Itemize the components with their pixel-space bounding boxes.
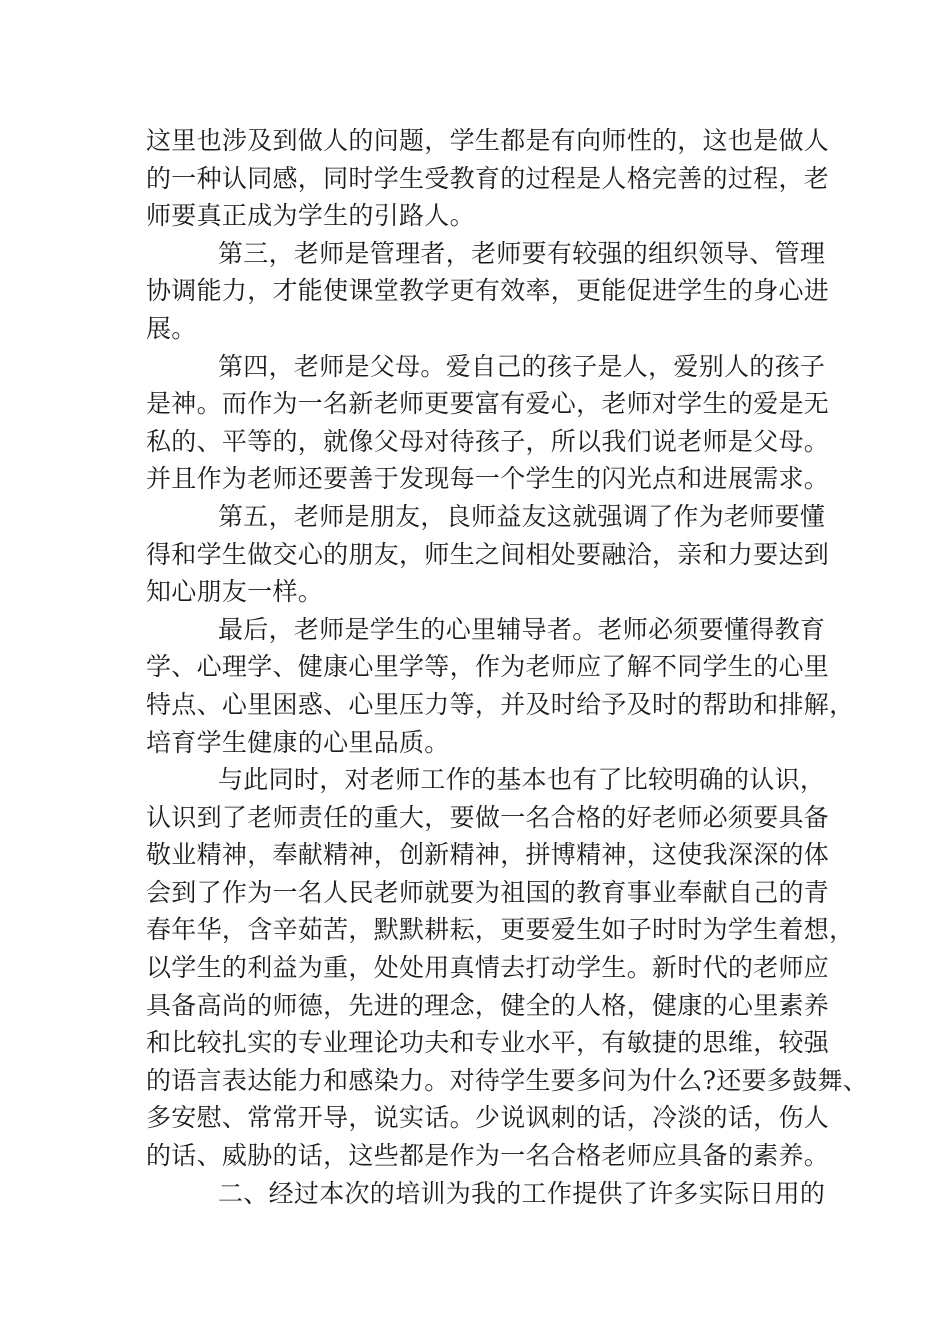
text-line: 特点、心里困惑、心里压力等，并及时给予及时的帮助和排解， — [146, 689, 855, 719]
text-line: 学、心理学、健康心里学等，作为老师应了解不同学生的心里 — [146, 652, 830, 682]
text-line: 的语言表达能力和感染力。对待学生要多问为什么?还要多鼓舞、 — [146, 1065, 869, 1095]
text-line: 以学生的利益为重，处处用真情去打动学生。新时代的老师应 — [146, 953, 830, 983]
text-line: 师要真正成为学生的引路人。 — [146, 201, 475, 231]
text-line: 敬业精神，奉献精神，创新精神，拼博精神，这使我深深的体 — [146, 840, 830, 870]
text-line: 这里也涉及到做人的问题，学生都是有向师性的，这也是做人 — [146, 126, 830, 155]
text-line: 得和学生做交心的朋友，师生之间相处要融洽，亲和力要达到 — [146, 539, 830, 569]
text-line: 认识到了老师责任的重大，要做一名合格的好老师必须要具备 — [146, 802, 830, 832]
text-line: 的一种认同感，同时学生受教育的过程是人格完善的过程，老 — [146, 163, 830, 193]
text-line: 的话、威胁的话，这些都是作为一名合格老师应具备的素养。 — [146, 1141, 830, 1171]
paragraph-first-line: 第三，老师是管理者，老师要有较强的组织领导、管理 — [218, 238, 826, 268]
text-line: 展。 — [146, 313, 197, 343]
paragraph-first-line: 与此同时，对老师工作的基本也有了比较明确的认识， — [218, 765, 826, 795]
text-line: 春年华，含辛茹苦，默默耕耘，更要爱生如子时时为学生着想， — [146, 915, 855, 945]
paragraph-first-line: 第五，老师是朋友，良师益友这就强调了作为老师要懂 — [218, 501, 826, 531]
text-line: 培育学生健康的心里品质。 — [146, 727, 450, 757]
text-line: 是神。而作为一名新老师更要富有爱心，老师对学生的爱是无 — [146, 389, 830, 419]
text-line: 多安慰、常常开导，说实话。少说讽刺的话，冷淡的话，伤人 — [146, 1103, 830, 1133]
text-line: 协调能力，才能使课堂教学更有效率，更能促进学生的身心进 — [146, 276, 830, 306]
text-line: 私的、平等的，就像父母对待孩子，所以我们说老师是父母。 — [146, 426, 830, 456]
text-line: 会到了作为一名人民老师就要为祖国的教育事业奉献自己的青 — [146, 877, 830, 907]
text-line: 具备高尚的师德，先进的理念，健全的人格，健康的心里素养 — [146, 990, 830, 1020]
text-line: 知心朋友一样。 — [146, 577, 324, 607]
paragraph-first-line: 最后，老师是学生的心里辅导者。老师必须要懂得教育 — [218, 614, 826, 644]
document-body — [146, 122, 869, 1212]
text-line: 和比较扎实的专业理论功夫和专业水平，有敏捷的思维，较强 — [146, 1028, 830, 1058]
paragraph-first-line: 第四，老师是父母。爱自己的孩子是人，爱别人的孩子 — [218, 351, 826, 381]
text-line: 并且作为老师还要善于发现每一个学生的闪光点和进展需求。 — [146, 464, 830, 494]
paragraph-first-line: 二、经过本次的培训为我的工作提供了许多实际日用的 — [218, 1178, 826, 1208]
